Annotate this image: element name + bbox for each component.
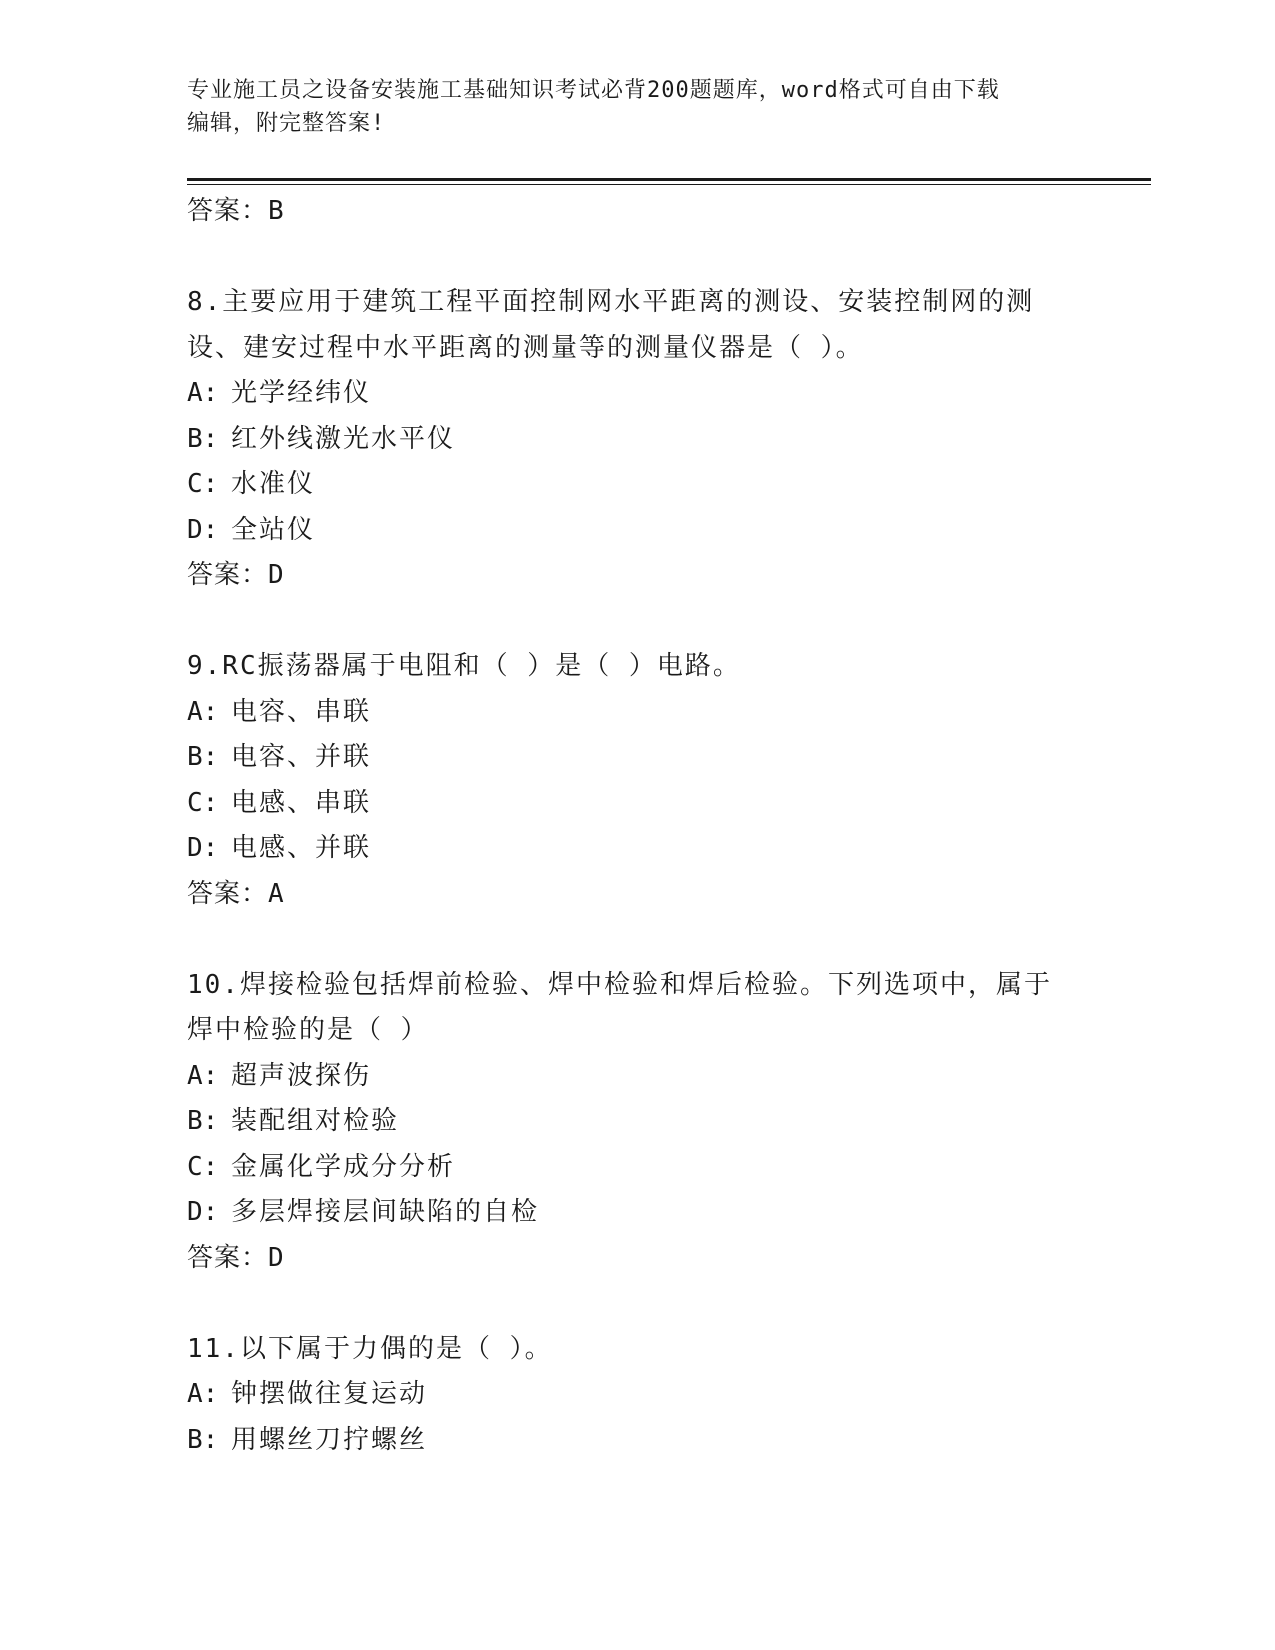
- option-text: 红外线激光水平仪: [231, 423, 456, 454]
- option-a: [187, 690, 1067, 736]
- option-text: 超声波探伤: [231, 1060, 372, 1091]
- option-letter: C:: [187, 469, 219, 499]
- option-c: [187, 462, 1067, 508]
- option-letter: D:: [187, 514, 219, 545]
- option-letter: D:: [187, 833, 219, 863]
- option-c: [187, 1145, 1067, 1191]
- spacer: [187, 235, 1067, 281]
- option-a: [187, 1054, 1067, 1100]
- question-10: [187, 963, 1067, 1282]
- option-text: 电容、串联: [231, 696, 372, 727]
- option-text: 电容、并联: [231, 742, 372, 772]
- question-9: [187, 644, 1067, 917]
- option-a: [187, 371, 1067, 417]
- option-a: [187, 1372, 1067, 1418]
- answer: 答案：D: [187, 560, 285, 590]
- option-d: [187, 1190, 1067, 1236]
- question-8: [187, 280, 1067, 599]
- option-b: [187, 735, 1067, 781]
- document-header: [187, 74, 1067, 140]
- option-letter: D:: [187, 1197, 219, 1227]
- previous-answer: 答案：B: [187, 196, 285, 226]
- option-letter: A:: [187, 1060, 219, 1091]
- option-b: [187, 417, 1067, 463]
- option-d: [187, 508, 1067, 554]
- option-letter: C:: [187, 787, 219, 818]
- option-d: [187, 826, 1067, 872]
- question-stem: 设、建安过程中水平距离的测量等的测量仪器是（ ）。: [187, 332, 864, 363]
- question-11: [187, 1327, 1067, 1464]
- option-letter: A:: [187, 1379, 219, 1409]
- option-text: 光学经纬仪: [231, 378, 372, 408]
- header-divider-thick: [187, 178, 1151, 181]
- answer: 答案：A: [187, 878, 285, 909]
- option-c: [187, 781, 1067, 827]
- spacer: [187, 599, 1067, 645]
- option-letter: B:: [187, 1424, 219, 1455]
- option-letter: A:: [187, 378, 219, 408]
- option-text: 金属化学成分分析: [231, 1151, 456, 1182]
- option-b: [187, 1099, 1067, 1145]
- header-line-1: 专业施工员之设备安装施工基础知识考试必背200题题库，word格式可自由下载: [187, 78, 1000, 103]
- option-text: 多层焊接层间缺陷的自检: [231, 1197, 540, 1227]
- spacer: [187, 917, 1067, 963]
- question-stem: 焊中检验的是（ ）: [187, 1015, 429, 1045]
- option-text: 电感、并联: [231, 833, 372, 863]
- answer: 答案：D: [187, 1242, 285, 1273]
- option-b: [187, 1418, 1067, 1464]
- option-letter: B:: [187, 1106, 219, 1136]
- option-text: 用螺丝刀拧螺丝: [231, 1424, 428, 1455]
- question-stem: 8.主要应用于建筑工程平面控制网水平距离的测设、安装控制网的测: [187, 287, 1035, 317]
- question-stem: 10.焊接检验包括焊前检验、焊中检验和焊后检验。下列选项中，属于: [187, 969, 1052, 1000]
- option-letter: B:: [187, 742, 219, 772]
- spacer: [187, 1281, 1067, 1327]
- option-text: 装配组对检验: [231, 1106, 400, 1136]
- header-line-2: 编辑，附完整答案!: [187, 111, 386, 136]
- option-text: 电感、串联: [231, 787, 372, 818]
- option-text: 全站仪: [231, 514, 316, 545]
- option-letter: B:: [187, 423, 219, 454]
- question-stem: 11.以下属于力偶的是（ ）。: [187, 1333, 553, 1364]
- question-stem: 9.RC振荡器属于电阻和（ ）是（ ）电路。: [187, 651, 741, 681]
- header-divider-thin: [187, 184, 1151, 185]
- option-text: 钟摆做往复运动: [231, 1379, 428, 1409]
- option-letter: A:: [187, 696, 219, 727]
- option-text: 水准仪: [231, 469, 316, 499]
- option-letter: C:: [187, 1151, 219, 1182]
- document-body: [187, 189, 1067, 1463]
